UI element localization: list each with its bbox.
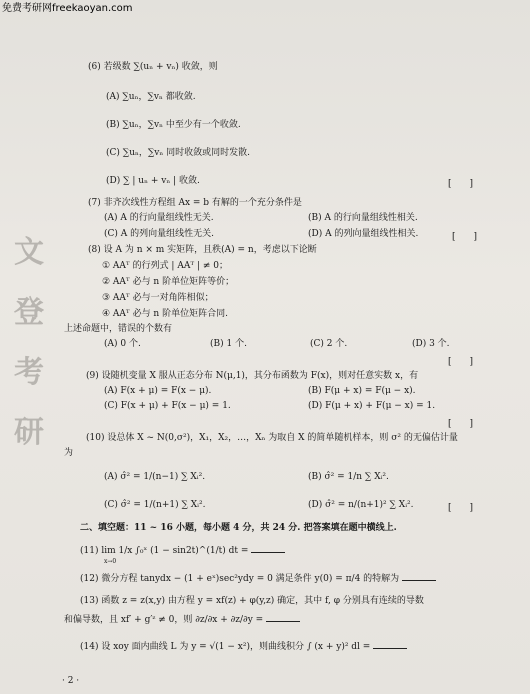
q12-text (80, 572, 436, 585)
q8-statement-2: ② AAᵀ 必与 n 阶单位矩阵等价； (102, 277, 235, 287)
q9-option-d: (D) F(μ + x) + F(μ − x) = 1. (308, 401, 436, 411)
q13-answer-blank[interactable] (266, 613, 300, 622)
q13-expression: 和偏导数，且 xf′ + g′ᶻ ≠ 0，则 ∂z/∂x + ∂z/∂y = (64, 615, 264, 625)
q8-option-c: (C) 2 个. (310, 339, 348, 349)
q11-expression: (11) lim 1/x ∫₀ˣ (1 − sin2t)^(1/t) dt = (80, 546, 249, 556)
q8-tail: 上述命题中，错误的个数有 (64, 324, 173, 334)
site-header: 免费考研网freekaoyan.com (2, 3, 133, 14)
q8-statement-3: ③ AAᵀ 必与一对角阵相似； (102, 293, 214, 303)
q11-answer-blank[interactable] (251, 544, 285, 553)
q8-statement-1: ① AAᵀ 的行列式 | AAᵀ | ≠ 0； (102, 261, 228, 271)
watermark-char-1: 文 (14, 235, 44, 270)
q9-option-c: (C) F(x + μ) + F(x − μ) = 1. (104, 401, 231, 411)
q9-answer-bracket: [ ] (448, 419, 474, 429)
q10-answer-bracket: [ ] (448, 503, 474, 513)
q8-answer-bracket: [ ] (448, 357, 474, 367)
watermark-char-4: 研 (14, 415, 44, 450)
q7-option-a: (A) A 的行向量组线性无关. (104, 213, 214, 223)
q10-option-b: (B) σ̂² = 1/n ∑ Xᵢ². (308, 472, 389, 482)
q8-option-d: (D) 3 个. (412, 339, 450, 349)
q9-option-b: (B) F(μ + x) = F(μ − x). (308, 386, 416, 396)
q6-stem: (6) 若级数 ∑(uₙ + vₙ) 收敛，则 (88, 62, 218, 72)
q9-option-a: (A) F(x + μ) = F(x − μ). (104, 386, 212, 396)
q14-answer-blank[interactable] (373, 640, 407, 649)
q7-stem: (7) 非齐次线性方程组 Ax = b 有解的一个充分条件是 (88, 198, 302, 208)
q10-stem: (10) 设总体 X ~ N(0,σ²)，X₁，X₂，…，Xₙ 为取自 X 的简单随机样本，则 σ² 的无偏估计量 (86, 433, 458, 443)
q7-option-d: (D) A 的列向量组线性相关. (308, 229, 419, 239)
q12-answer-blank[interactable] (402, 572, 436, 581)
q6-option-d: (D) ∑ | uₙ + vₙ | 收敛. (106, 176, 200, 186)
q8-option-b: (B) 1 个. (210, 339, 247, 349)
q10-stem-end: 为 (64, 448, 74, 458)
q7-option-c: (C) A 的列向量组线性无关. (104, 229, 214, 239)
q10-option-a: (A) σ̂² = 1/(n−1) ∑ Xᵢ². (104, 472, 206, 482)
q14-expression: (14) 设 xoy 面内曲线 L 为 y = √(1 − x²)，则曲线积分 ∫ (x + y)² dl = (80, 642, 371, 652)
q13-line-1: (13) 函数 z = z(x,y) 由方程 y = xf(z) + φ(y,z) 确定，其中 f, φ 分别具有连续的导数 (80, 596, 424, 606)
page-number: · 2 · (62, 676, 80, 686)
q8-statement-4: ④ AAᵀ 必与 n 阶单位矩阵合同. (102, 309, 228, 319)
q6-option-b: (B) ∑uₙ，∑vₙ 中至少有一个收敛. (106, 120, 241, 130)
q8-option-a: (A) 0 个. (104, 339, 141, 349)
q7-answer-bracket: [ ] (452, 232, 478, 242)
watermark-char-2: 登 (14, 295, 44, 330)
q6-option-a: (A) ∑uₙ，∑vₙ 都收敛. (106, 92, 196, 102)
watermark-char-3: 考 (14, 355, 44, 390)
q8-stem: (8) 设 A 为 n × m 实矩阵，且秩(A) = n，考虑以下论断 (88, 245, 317, 255)
q10-option-d: (D) σ̂² = n/(n+1)² ∑ Xᵢ². (308, 500, 414, 510)
q12-expression: (12) 微分方程 tanydx − (1 + eˣ)sec²ydy = 0 满足条件 y(0) = π/4 的特解为 (80, 574, 400, 584)
q11-limit-subscript: x→0 (104, 558, 117, 565)
q6-option-c: (C) ∑uₙ，∑vₙ 同时收敛或同时发散. (106, 148, 251, 158)
q10-option-c: (C) σ̂² = 1/(n+1) ∑ Xᵢ². (104, 500, 206, 510)
q13-line-2 (64, 613, 300, 626)
q6-answer-bracket: [ ] (448, 179, 474, 189)
q9-stem: (9) 设随机变量 X 服从正态分布 N(μ,1)，其分布函数为 F(x)，则对任意实数 x，有 (86, 371, 419, 381)
q14-text (80, 640, 407, 653)
section-fill-in-heading: 二、填空题：11 ~ 16 小题，每小题 4 分，共 24 分. 把答案填在题中横线上. (80, 523, 397, 533)
q7-option-b: (B) A 的行向量组线性相关. (308, 213, 418, 223)
